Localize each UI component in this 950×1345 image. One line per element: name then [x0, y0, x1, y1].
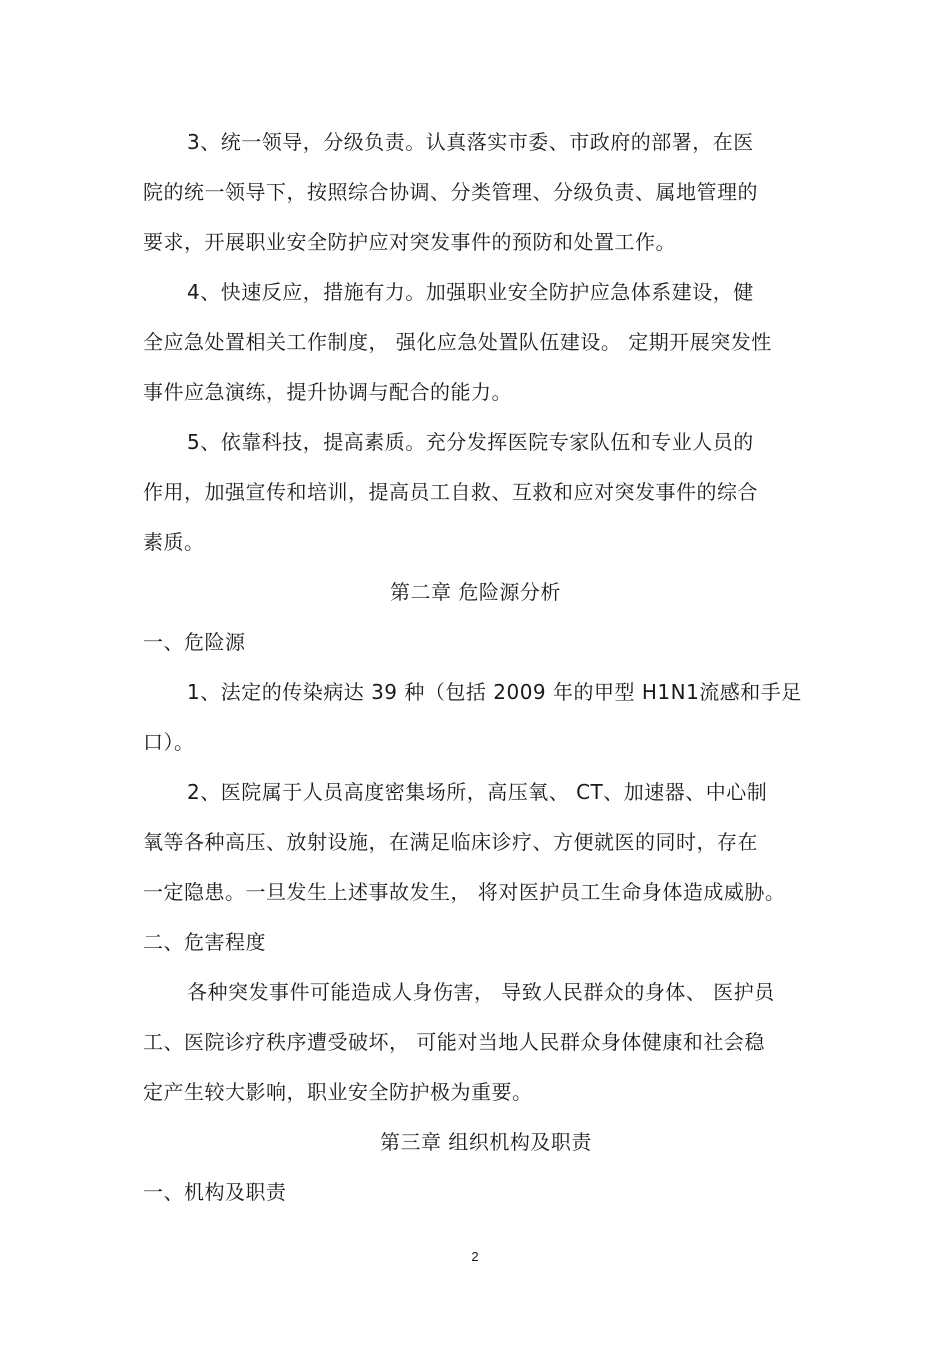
hazard-item-2-line-1: 2、医院属于人员高度密集场所，高压氧、 CT、加速器、中心制 — [187, 780, 768, 804]
chapter-3-heading: 第三章 组织机构及职责 — [380, 1130, 592, 1154]
chapter-2-heading: 第二章 危险源分析 — [390, 580, 561, 604]
hazard-item-2-line-2: 氧等各种高压、放射设施，在满足临床诊疗、方便就医的同时，存在 — [143, 830, 758, 854]
paragraph-5-line-1: 5、依靠科技，提高素质。充分发挥医院专家队伍和专业人员的 — [187, 430, 754, 454]
harm-paragraph-line-2: 工、医院诊疗秩序遭受破坏， 可能对当地人民群众身体健康和社会稳 — [143, 1030, 765, 1054]
paragraph-5-line-2: 作用，加强宣传和培训，提高员工自救、互救和应对突发事件的综合 — [143, 480, 758, 504]
section-hazard-source-heading: 一、危险源 — [143, 630, 246, 654]
paragraph-4-line-2: 全应急处置相关工作制度， 强化应急处置队伍建设。 定期开展突发性 — [143, 330, 772, 354]
paragraph-4-line-1: 4、快速反应，措施有力。加强职业安全防护应急体系建设，健 — [187, 280, 754, 304]
paragraph-3-line-1: 3、统一领导，分级负责。认真落实市委、市政府的部署，在医 — [187, 130, 754, 154]
paragraph-3-line-2: 院的统一领导下，按照综合协调、分类管理、分级负责、属地管理的 — [143, 180, 758, 204]
hazard-item-2-line-3: 一定隐患。一旦发生上述事故发生， 将对医护员工生命身体造成威胁。 — [143, 880, 786, 904]
section-harm-degree-heading: 二、危害程度 — [143, 930, 266, 954]
harm-paragraph-line-3: 定产生较大影响，职业安全防护极为重要。 — [143, 1080, 533, 1104]
paragraph-4-line-3: 事件应急演练，提升协调与配合的能力。 — [143, 380, 512, 404]
hazard-item-1-line-2: 口）。 — [143, 730, 195, 754]
paragraph-3-line-3: 要求，开展职业安全防护应对突发事件的预防和处置工作。 — [143, 230, 676, 254]
page-number: 2 — [471, 1249, 479, 1264]
harm-paragraph-line-1: 各种突发事件可能造成人身伤害， 导致人民群众的身体、 医护员 — [187, 980, 775, 1004]
section-organization-heading: 一、机构及职责 — [143, 1180, 287, 1204]
hazard-item-1-line-1: 1、法定的传染病达 39 种（包括 2009 年的甲型 H1N1流感和手足 — [187, 680, 802, 704]
paragraph-5-line-3: 素质。 — [143, 530, 205, 554]
